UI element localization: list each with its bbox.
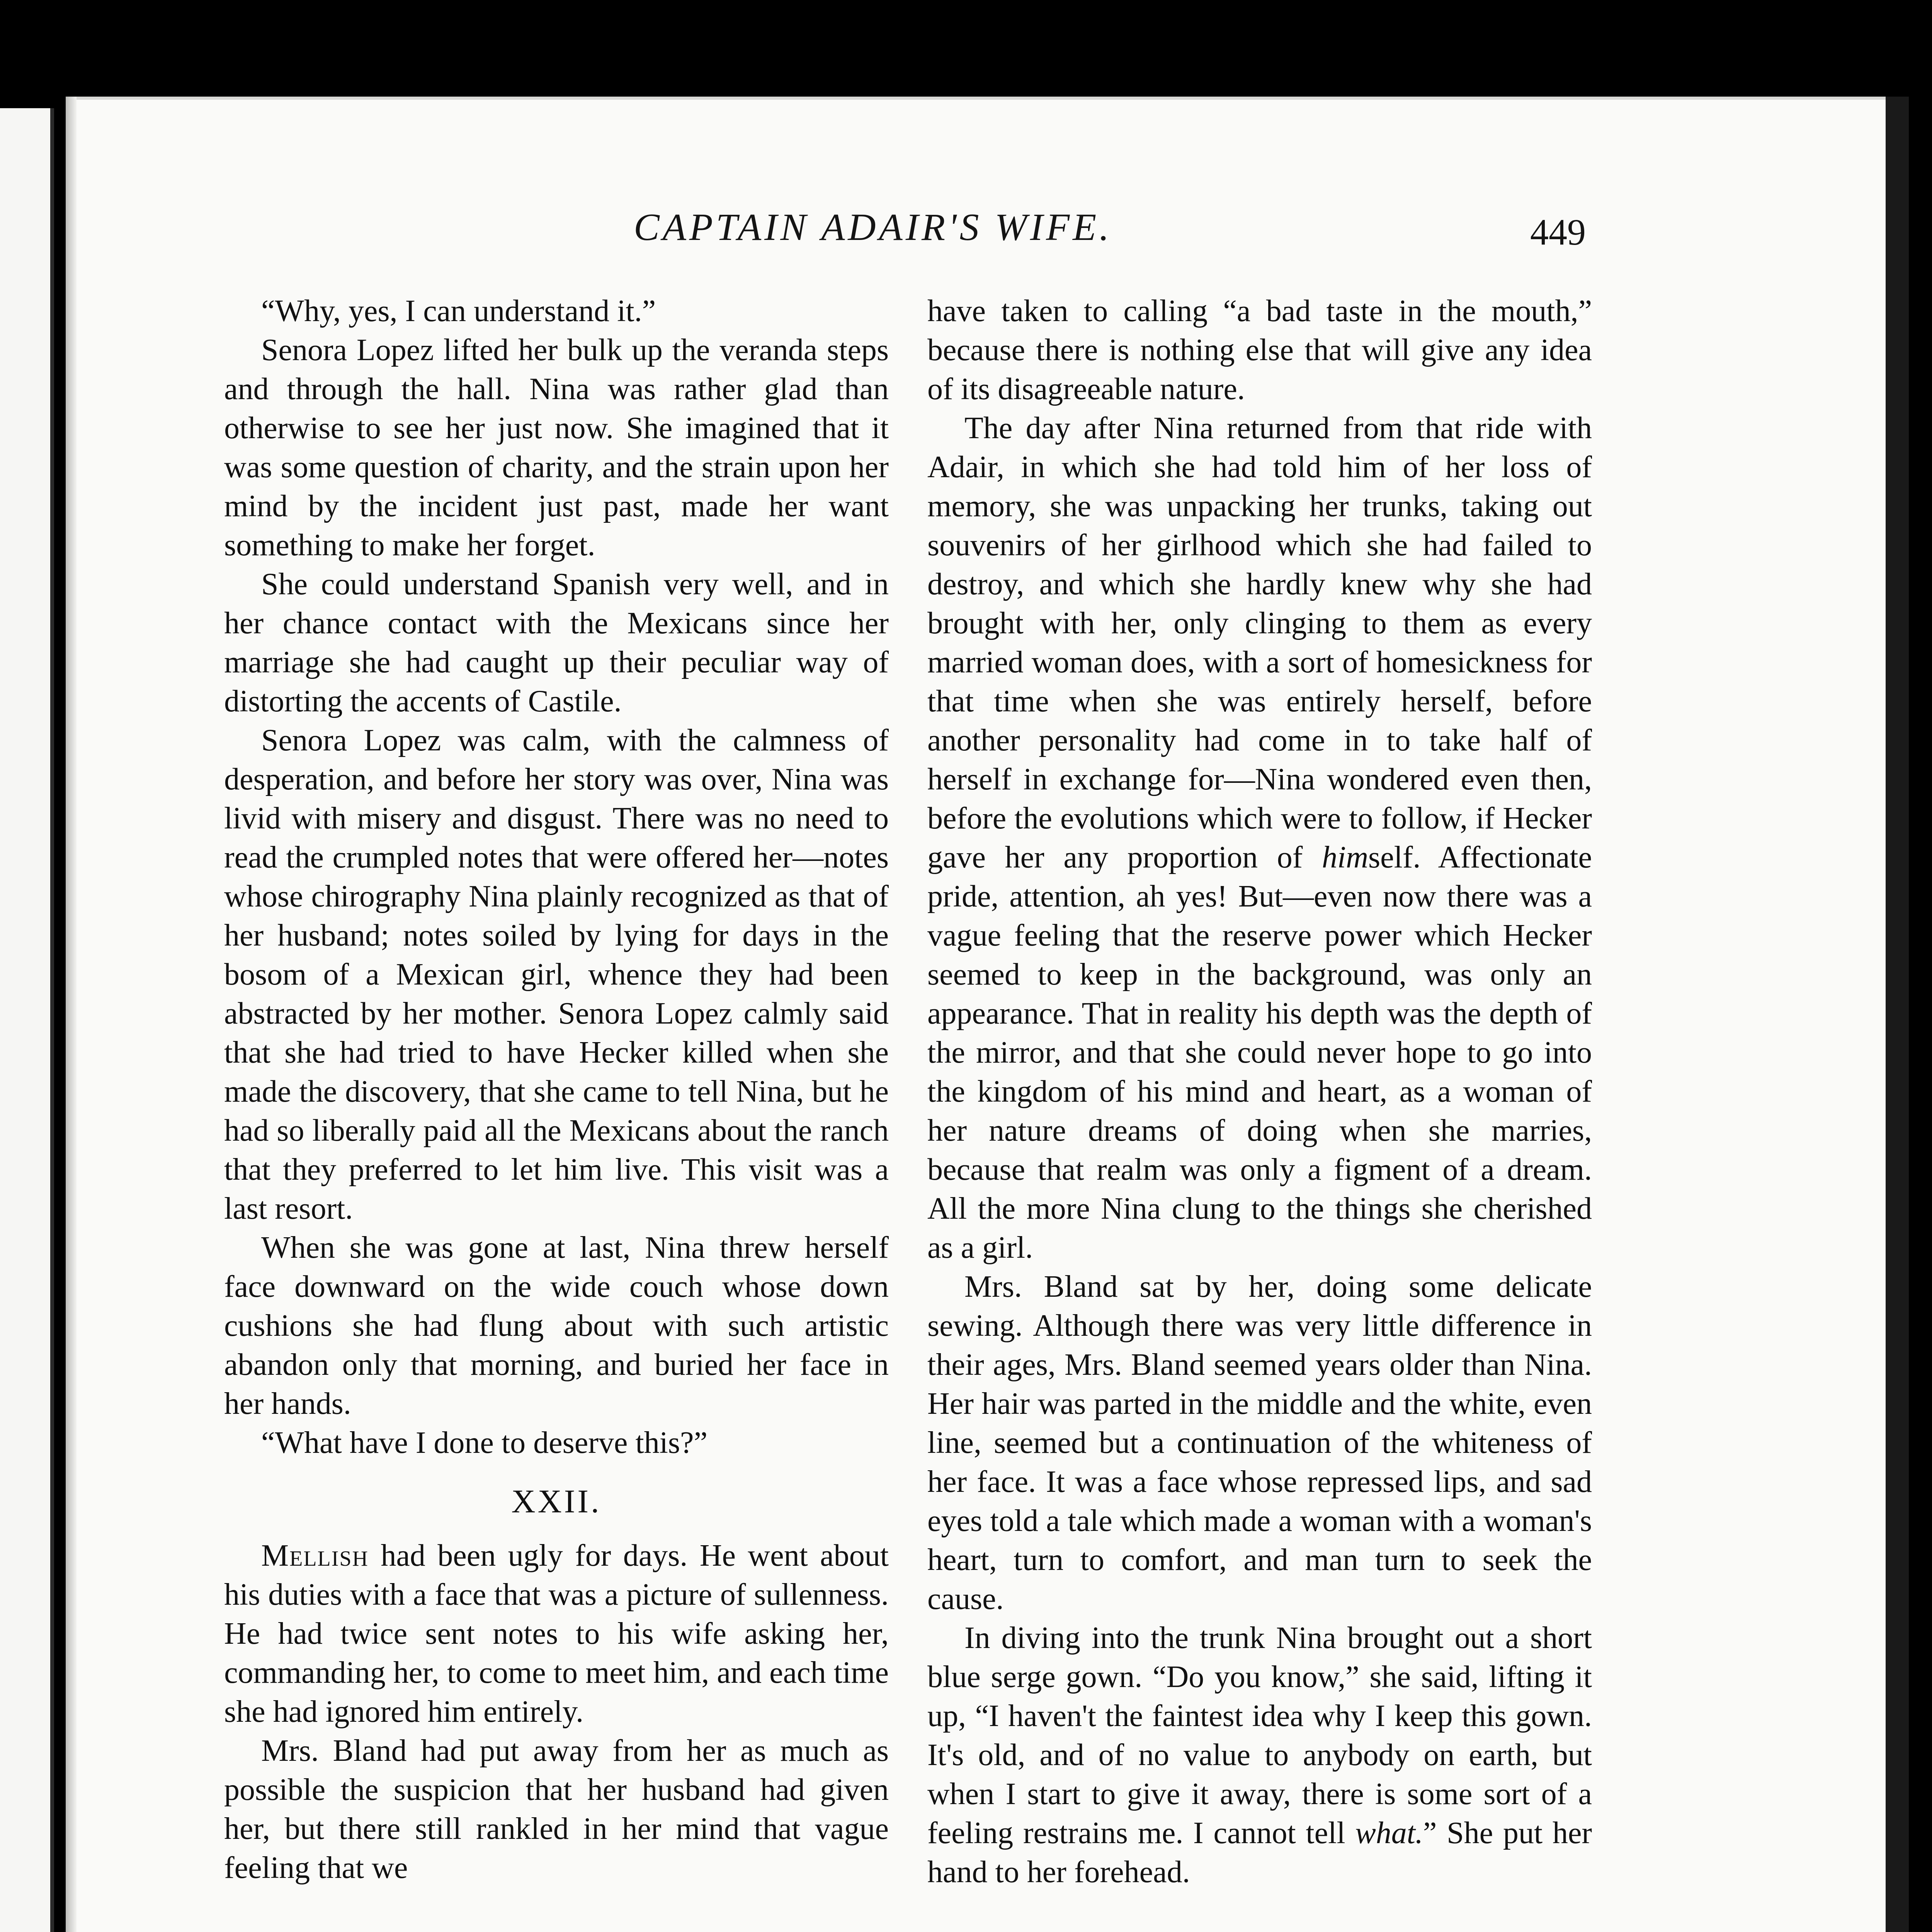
paragraph-text: The day after Nina returned from that ride with Adair, in which she had told him of her loss of memory, she was unpacking her trunks, taking out souvenirs of her girlhood which she had failed to destroy, and which she hardly knew why she had brought with her, only clinging to them as every married woman does, with a sort of homesickness for that time when she was entirely herself, before another personality had come in to take half of herself in exchange for—Nina wondered even then, before the evolutions which were to follow, if Hecker gave her any proportion of xyxy=(927,411,1592,874)
emphasis: what. xyxy=(1355,1816,1423,1850)
paragraph xyxy=(927,1619,1592,1892)
paragraph xyxy=(927,409,1592,1267)
chapter-lead-word: Mellish xyxy=(261,1539,369,1573)
chapter-heading: XXII. xyxy=(511,1483,602,1520)
previous-page-edge xyxy=(0,108,54,1932)
paragraph: “Why, yes, I can understand it.” xyxy=(261,294,656,328)
paragraph: Mrs. Bland had put away from her as much as possible the suspicion that her husband had given her, but there still rankled in her mind that vague feeling that we xyxy=(224,1734,889,1885)
paragraph: have taken to calling “a bad taste in the mouth,” because there is nothing else that will give any idea of its disagreeable nature. xyxy=(927,294,1592,406)
text-column-left xyxy=(224,292,889,1888)
paragraph-text: had been ugly for days. He went about his duties with a face that was a picture of sullenness. He had twice sent notes to his wife asking her, commanding her, to come to meet him, and each time she had ignored him entirely. xyxy=(224,1539,889,1729)
paragraph: She could understand Spanish very well, and in her chance contact with the Mexicans since her marriage she had caught up their peculiar way of distorting the accents of Castile. xyxy=(224,567,889,718)
paragraph: When she was gone at last, Nina threw herself face downward on the wide couch whose down cushions she had flung about with such artistic abandon only that morning, and buried her face in her hands. xyxy=(224,1231,889,1421)
paragraph xyxy=(224,1536,889,1731)
paragraph: Mrs. Bland sat by her, doing some delicate sewing. Although there was very little difference in their ages, Mrs. Bland seemed years older than Nina. Her hair was parted in the middle and the white, even line, seemed but a continuation of the whiteness of her face. It was a face whose repressed lips, and sad eyes told a tale which made a woman with a woman's heart, turn to comfort, and man turn to seek the cause. xyxy=(927,1270,1592,1616)
paragraph-text: ” She put her hand to her forehead. xyxy=(927,1816,1592,1889)
paragraph-text: In diving into the trunk Nina brought out a short blue serge gown. “Do you know,” she said, lifting it up, “I haven't the faintest idea why I keep this gown. It's old, and of no value to anybody on earth, but when I start to give it away, there is some sort of a feeling restrains me. I cannot tell xyxy=(927,1621,1592,1850)
page-right-edge xyxy=(1886,97,1909,1932)
running-head: CAPTAIN ADAIR'S WIFE. xyxy=(634,206,1112,248)
page-spine-shadow xyxy=(66,97,77,1932)
text-column-right xyxy=(927,292,1592,1892)
paragraph: Senora Lopez lifted her bulk up the veranda steps and through the hall. Nina was rather glad than otherwise to see her just now. She imagined that it was some question of charity, and the strain upon her mind by the incident just past, made her want something to make her forget. xyxy=(224,333,889,562)
emphasis: him xyxy=(1322,840,1368,874)
paragraph: Senora Lopez was calm, with the calmness of desperation, and before her story was over, Nina was livid with misery and disgust. There was no need to read the crumpled notes that were offered her—notes whose chirography Nina plainly recognized as that of her husband; notes soiled by lying for days in the bosom of a Mexican girl, whence they had been abstracted by her mother. Senora Lopez calmly said that she had tried to have Hecker killed when she made the discovery, that she came to tell Nina, but he had so liberally paid all the Mexicans about the ranch that they preferred to let him live. This visit was a last resort. xyxy=(224,723,889,1226)
paragraph: “What have I done to deserve this?” xyxy=(261,1426,708,1460)
paragraph-text: self. Affectionate pride, attention, ah yes! But—even now there was a vague feeling that the reserve power which Hecker seemed to keep in the background, was only an appearance. That in reality his depth was the depth of the mirror, and that she could never hope to go into the kingdom of his mind and heart, as a woman of her nature dreams of doing when she marries, because that realm was only a figment of a dream. All the more Nina clung to the things she cherished as a girl. xyxy=(927,840,1592,1265)
page-number: 449 xyxy=(1530,211,1586,253)
